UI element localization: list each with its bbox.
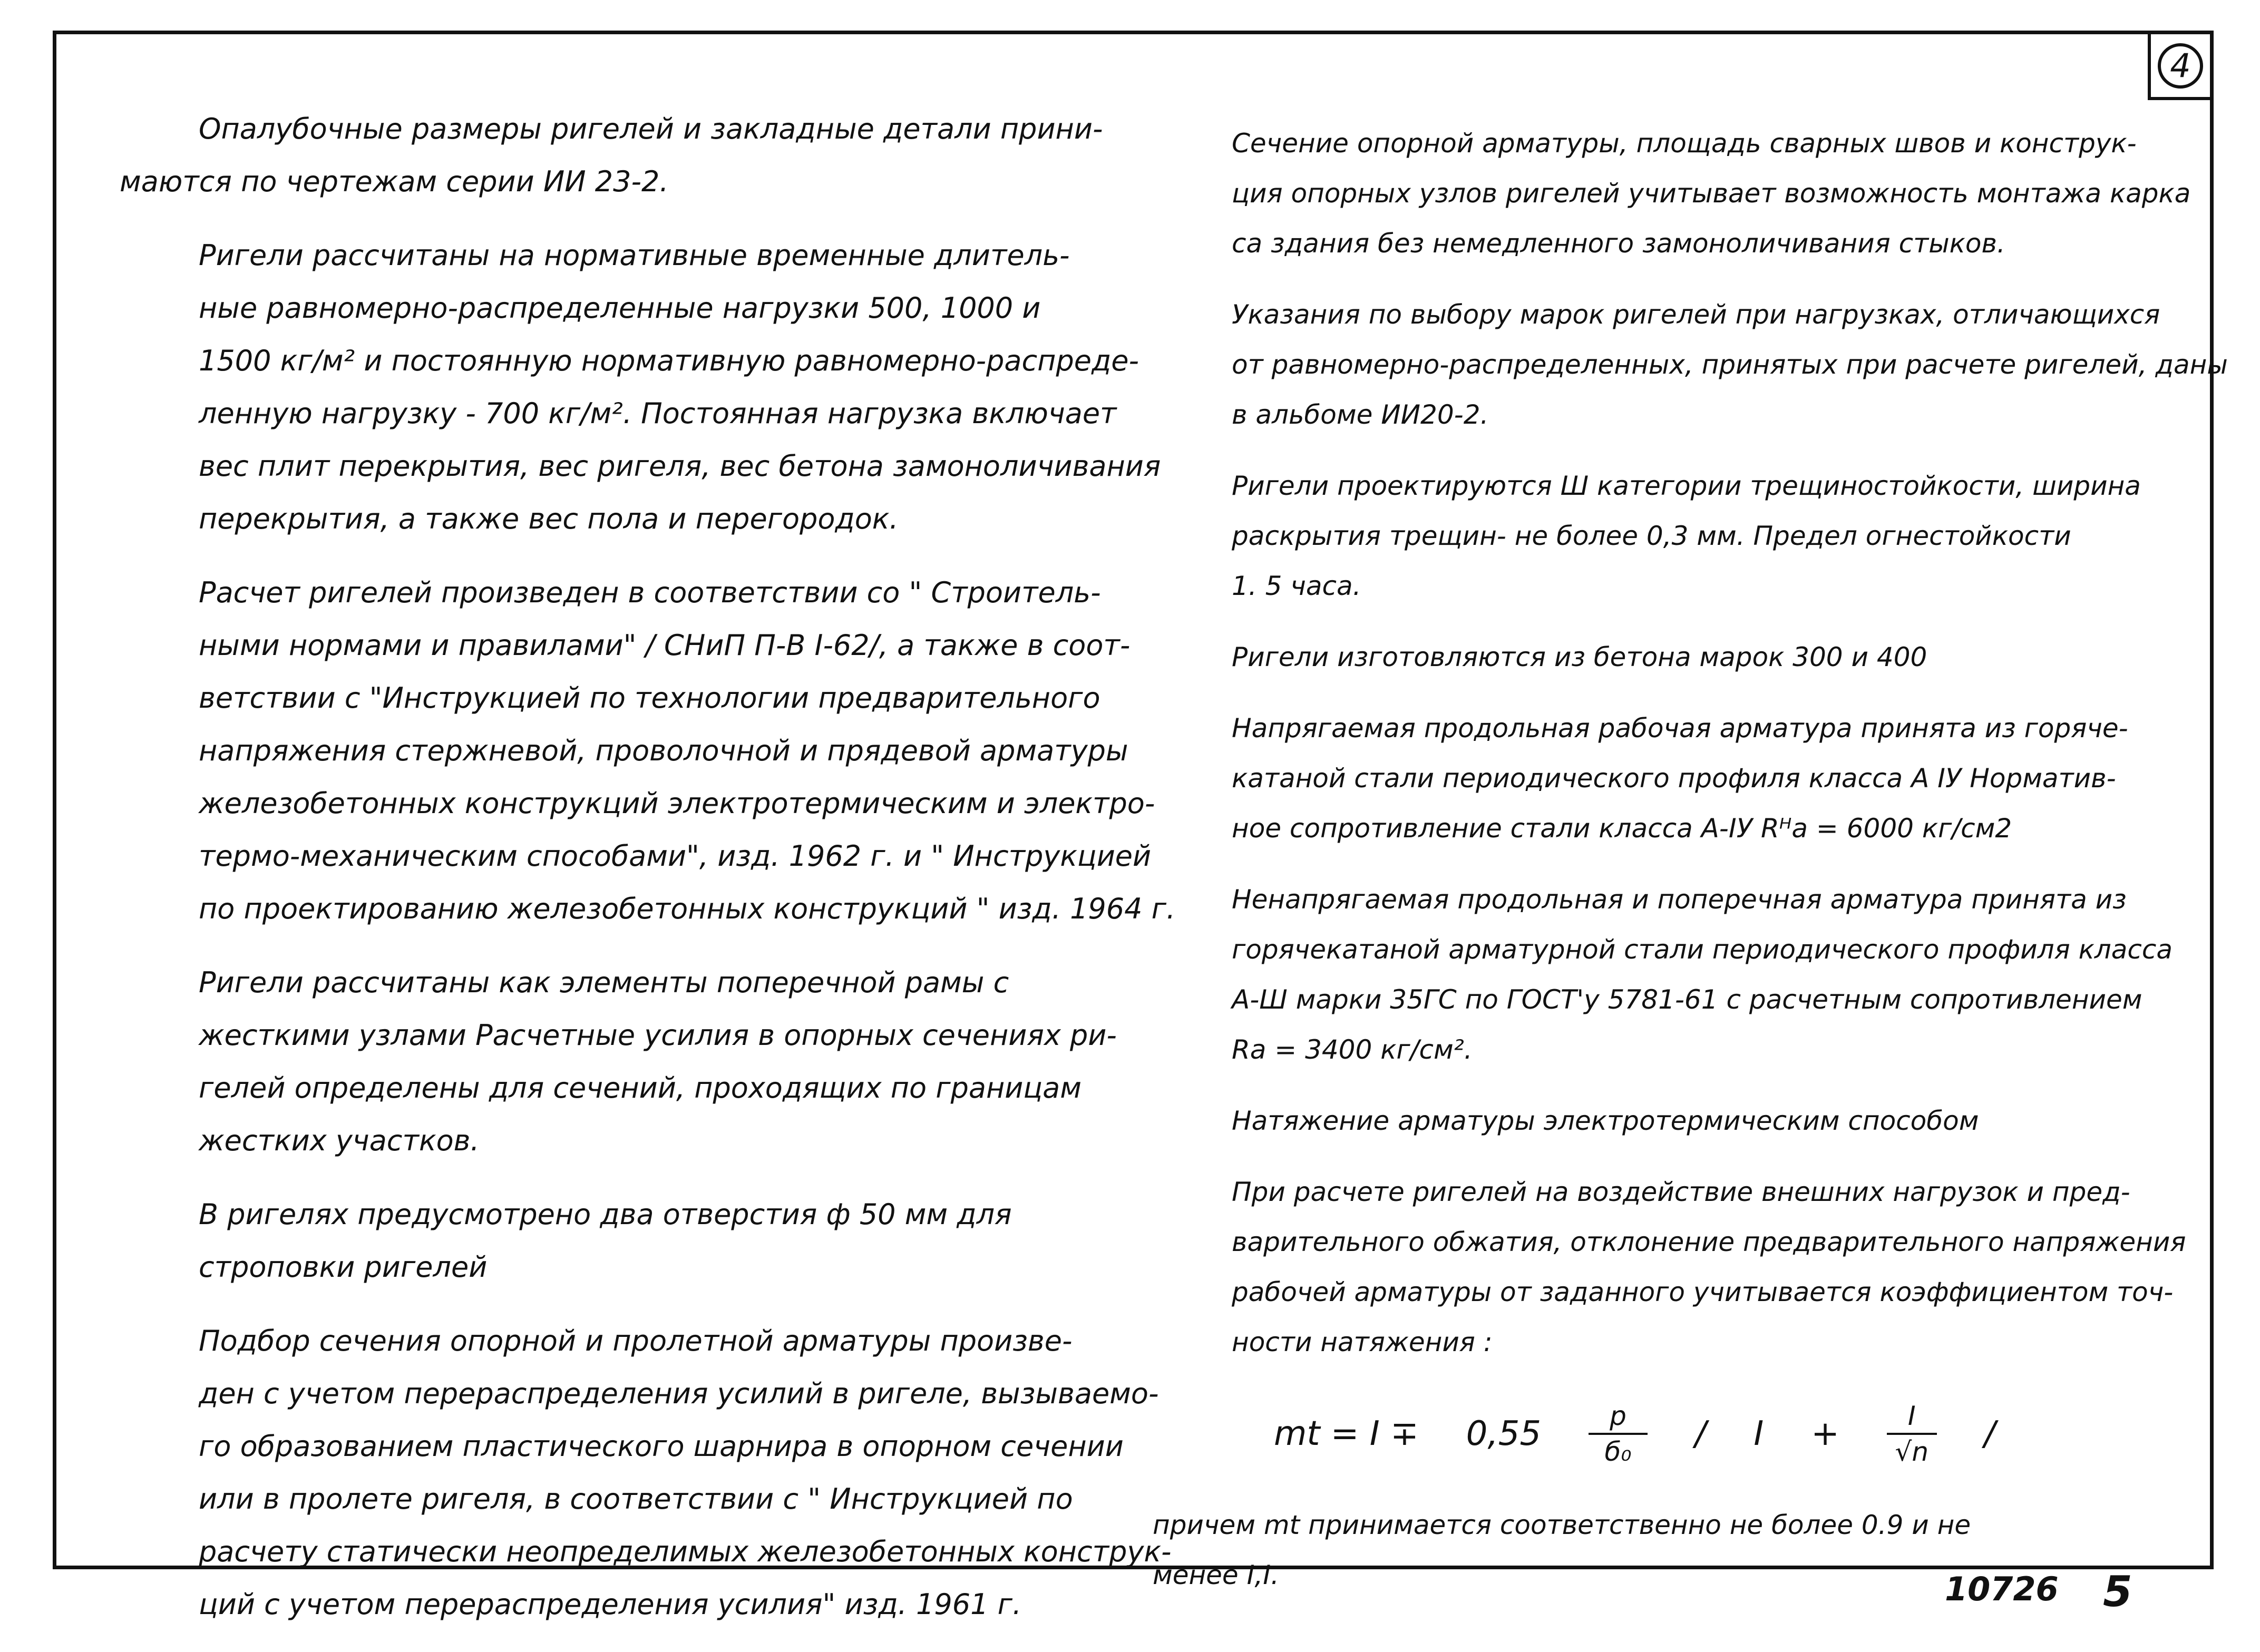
formula-sep: /	[1984, 1414, 1996, 1453]
paragraph: При расчете ригелей на воздействие внешних нагрузок и пред- варительного обжатия, отклонение предварительного напряжения рабочей арматуры от заданного учитывается коэффициентом точ- ности натяжения :	[1232, 1177, 2186, 1357]
sheet-number: 4	[2158, 43, 2203, 89]
formula-plus: +	[1811, 1414, 1839, 1453]
paragraph: причем mt принимается соответственно не более 0.9 и не менее I,I.	[1153, 1510, 1971, 1590]
left-column	[120, 103, 1176, 1652]
paragraph: Расчет ригелей произведен в соответствии со " Строитель- ными нормами и правилами" / СНиП П-В I-62/, а также в соот- ветствии с "Инструкцией по технологии предварительного напряжения стержневой, проволочной и прядевой арматуры железобетонных конструкций электротермическим и электро- термо-механическим способами", изд. 1962 г. и " Инструкцией по проектированию железобетонных конструкций " изд. 1964 г.	[199, 576, 1176, 925]
formula-one: I	[1754, 1414, 1764, 1453]
paragraph: Подбор сечения опорной и пролетной арматуры произве- ден с учетом перераспределения усилий в ригеле, вызываемо- го образованием пластического шарнира в опорном сечении или в пролете ригеля, в соответствии с " Инструкцией по расчету статически неопределимых железобетонных конструк- ций с учетом перераспределения усилия" изд. 1961 г.	[199, 1324, 1172, 1621]
paragraph: Ригели проектируются Ш категории трещиностойкости, ширина раскрытия трещин- не более 0,3 мм. Предел огнестойкости 1. 5 часа.	[1232, 471, 2141, 601]
paragraph: В ригелях предусмотрено два отверстия ф 50 мм для строповки ригелей	[199, 1198, 1012, 1284]
sheet-number-box	[2148, 34, 2210, 100]
paragraph: Ригели рассчитаны как элементы поперечной рамы с жесткими узлами Расчетные усилия в опорных сечениях ри- гелей определены для сечений, проходящих по границам жестких участков.	[199, 966, 1117, 1157]
paragraph: Ненапрягаемая продольная и поперечная арматура принята из горячекатаной арматурной стали периодического профиля класса А-Ш марки 35ГС по ГОСТ'у 5781-61 с расчетным сопротивлением Ra = 3400 кг/см².	[1232, 884, 2173, 1065]
fraction-1-sqrtn: $\frac{I}{√n}$	[1887, 1399, 1937, 1469]
formula-lhs: mt = I ∓	[1274, 1414, 1419, 1453]
paragraph: Опалубочные размеры ригелей и закладные детали прини- маются по чертежам серии ИИ 23-2.	[120, 112, 1103, 198]
paragraph: Сечение опорной арматуры, площадь сварных швов и конструк- ция опорных узлов ригелей учитывает возможность монтажа карка са здания без немедленного замоноличивания стыков.	[1232, 128, 2191, 259]
page-number: 5	[2103, 1567, 2132, 1616]
paragraph: Напрягаемая продольная рабочая арматура принята из горяче- катаной стали периодического профиля класса А IУ Норматив- ное сопротивление стали класса А-IУ Rᴴa = 6000 кг/см2	[1232, 713, 2128, 844]
paragraph: Натяжение арматуры электротермическим способом	[1232, 1106, 1979, 1136]
archive-number: 10726	[1945, 1570, 2059, 1608]
formula-sep: /	[1694, 1414, 1707, 1453]
paragraph: Ригели рассчитаны на нормативные временные длитель- ные равномерно-распределенные нагрузки 500, 1000 и 1500 кг/м² и постоянную нормативную равномерно-распреде- ленную нагрузку - 700 кг/м². Постоянная нагрузка включает вес плит перекрытия, вес ригеля, вес бетона замоноличивания перекрытия, а также вес пола и перегородок.	[199, 239, 1161, 535]
paragraph: Ригели изготовляются из бетона марок 300 и 400	[1232, 642, 1927, 672]
formula	[1153, 1399, 2186, 1469]
paragraph: Указания по выбору марок ригелей при нагрузках, отличающихся от равномерно-распределенных, принятых при расчете ригелей, даны в альбоме ИИ20-2.	[1232, 299, 2228, 430]
fraction-p-b0: $\frac{p}{\text{б₀}}$	[1589, 1399, 1648, 1469]
right-column	[1153, 119, 2228, 1621]
formula-coef: 0,55	[1466, 1414, 1542, 1453]
